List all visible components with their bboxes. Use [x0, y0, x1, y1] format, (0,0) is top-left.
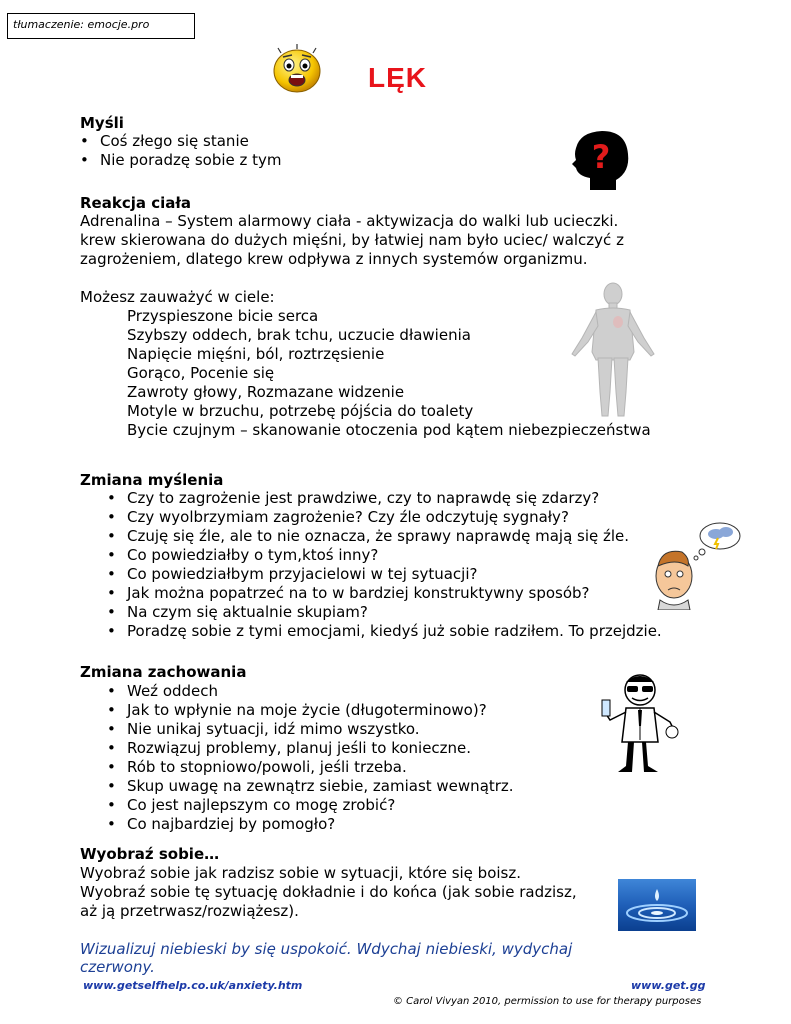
- imagine-text: [80, 864, 577, 921]
- list-item: Motyle w brzuchu, potrzebę pójścia do toalety: [127, 402, 474, 420]
- body-reaction-heading: Reakcja ciała: [80, 194, 192, 212]
- svg-text:?: ?: [591, 138, 611, 176]
- cool-guy-icon: [600, 670, 680, 778]
- list-item: • Na czym się aktualnie skupiam?: [107, 603, 662, 622]
- imagine-line: Wyobraź sobie tę sytuację dokładnie i do końca (jak sobie radzisz,: [80, 883, 577, 901]
- list-item: • Co powiedziałby o tym,ktoś inny?: [107, 546, 662, 565]
- list-item: • Jak można popatrzeć na to w bardziej konstruktywny sposób?: [107, 584, 662, 603]
- worried-man-icon: [652, 518, 744, 610]
- copyright: © Carol Vivyan 2010, permission to use for therapy purposes: [393, 996, 702, 1007]
- notice-intro: Możesz zauważyć w ciele:: [80, 288, 275, 306]
- list-item: • Rób to stopniowo/powoli, jeśli trzeba.: [107, 758, 514, 777]
- list-item: • Nie poradzę sobie z tym: [80, 151, 282, 170]
- list-item: • Czuję się źle, ale to nie oznacza, że sprawy naprawdę mają się źle.: [107, 527, 662, 546]
- footer-link-left[interactable]: www.getselfhelp.co.uk/anxiety.htm: [83, 979, 303, 992]
- body-reaction-section: [80, 194, 624, 269]
- thoughts-list: [80, 132, 282, 170]
- list-item: • Coś złego się stanie: [80, 132, 282, 151]
- imagine-line: aż ją przetrwasz/rozwiążesz).: [80, 902, 299, 920]
- list-item: Napięcie mięśni, ból, roztrzęsienie: [127, 345, 385, 363]
- translation-note-text: tłumaczenie: emocje.pro: [13, 18, 150, 31]
- behaviour-change-list: [107, 682, 514, 834]
- list-item: • Czy to zagrożenie jest prawdziwe, czy to naprawdę się zdarzy?: [107, 489, 662, 508]
- thinking-change-list: [107, 489, 662, 641]
- list-item: Bycie czujnym – skanowanie otoczenia pod kątem niebezpieczeństwa: [127, 421, 651, 439]
- list-item: • Co jest najlepszym co mogę zrobić?: [107, 796, 514, 815]
- thinking-change-heading: Zmiana myślenia: [80, 471, 224, 489]
- list-item: • Co powiedziałbym przyjacielowi w tej sytuacji?: [107, 565, 662, 584]
- water-drop-icon: [618, 879, 696, 931]
- imagine-heading: Wyobraź sobie…: [80, 845, 220, 863]
- list-item: • Jak to wpłynie na moje życie (długoterminowo)?: [107, 701, 514, 720]
- body-reaction-line: Adrenalina – System alarmowy ciała - aktywizacja do walki lub ucieczki.: [80, 212, 619, 230]
- list-item: • Skup uwagę na zewnątrz siebie, zamiast wewnątrz.: [107, 777, 514, 796]
- visualize-line: Wizualizuj niebieski by się uspokoić. Wdychaj niebieski, wydychaj: [80, 940, 573, 958]
- list-item: • Poradzę sobie z tymi emocjami, kiedyś już sobie radziłem. To przejdzie.: [107, 622, 662, 641]
- imagine-line: Wyobraź sobie jak radzisz sobie w sytuacji, które się boisz.: [80, 864, 521, 882]
- list-item: Gorąco, Pocenie się: [127, 364, 275, 382]
- body-outline-icon: [568, 282, 658, 420]
- translation-note: [7, 13, 195, 39]
- scared-face-icon: [270, 44, 324, 94]
- head-question-icon: [570, 128, 632, 192]
- thoughts-heading: Myśli: [80, 114, 124, 132]
- list-item: • Nie unikaj sytuacji, idź mimo wszystko.: [107, 720, 514, 739]
- list-item: Szybszy oddech, brak tchu, uczucie dławienia: [127, 326, 471, 344]
- body-reaction-line: zagrożeniem, dlatego krew odpływa z innych systemów organizmu.: [80, 250, 588, 268]
- body-reaction-line: krew skierowana do dużych mięśni, by łatwiej nam było uciec/ walczyć z: [80, 231, 624, 249]
- list-item: Zawroty głowy, Rozmazane widzenie: [127, 383, 405, 401]
- list-item: • Weź oddech: [107, 682, 514, 701]
- visualize-text: [80, 940, 572, 976]
- thoughts-section: [80, 114, 282, 170]
- page-title: LĘK: [368, 62, 427, 93]
- list-item: Przyspieszone bicie serca: [127, 307, 319, 325]
- visualize-line: czerwony.: [80, 958, 155, 976]
- list-item: • Czy wyolbrzymiam zagrożenie? Czy źle odczytuję sygnały?: [107, 508, 662, 527]
- footer-link-right[interactable]: www.get.gg: [631, 979, 706, 992]
- list-item: • Co najbardziej by pomogło?: [107, 815, 514, 834]
- list-item: • Rozwiązuj problemy, planuj jeśli to konieczne.: [107, 739, 514, 758]
- behaviour-change-heading: Zmiana zachowania: [80, 663, 247, 681]
